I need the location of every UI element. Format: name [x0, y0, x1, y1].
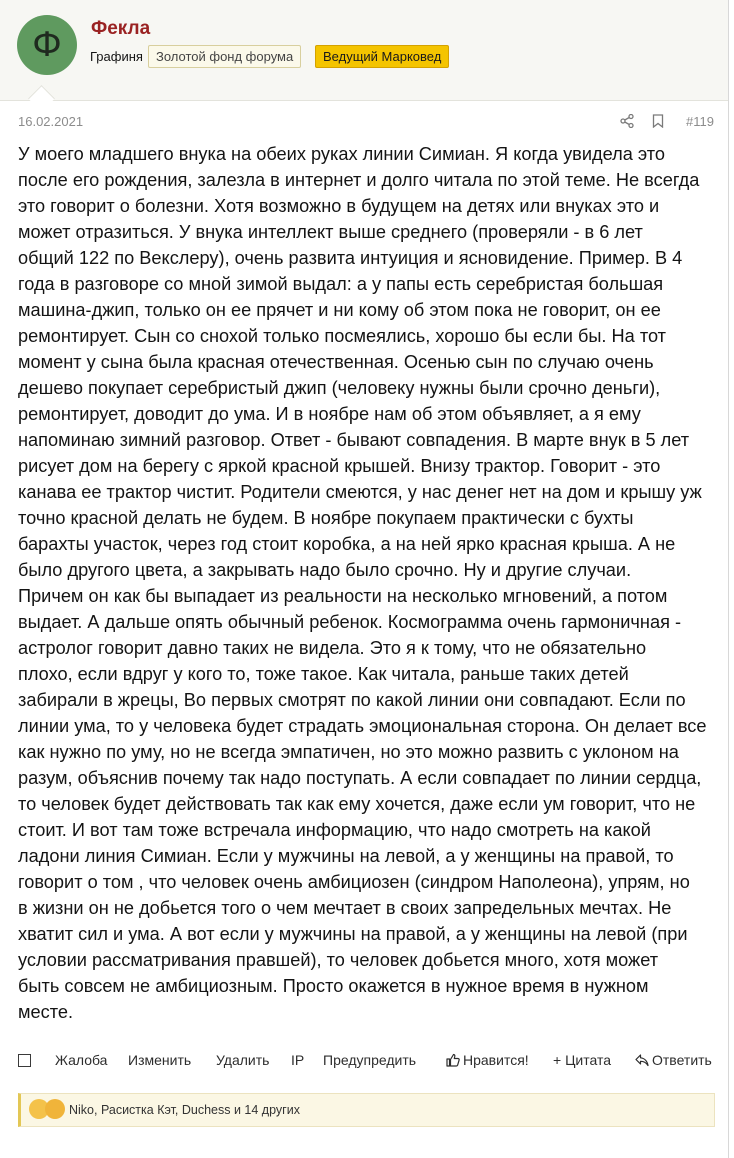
post-number-link[interactable]: #119	[686, 114, 714, 129]
post-text-line: это говорит о болезни. Хотя возможно в будущем на детях или внуках это и	[18, 196, 660, 216]
post-text-line: года в разговоре со мной зимой выдал: а у папы есть серебристая большая	[18, 274, 664, 294]
post-text-line: месте.	[18, 1002, 74, 1022]
post-text-line: может отразиться. У внука интеллект выше среднего (проверяли - в 6 лет	[18, 222, 643, 242]
delete-link[interactable]: Удалить	[216, 1052, 270, 1068]
reactions-bar[interactable]	[18, 1093, 715, 1127]
post-text-line: забирали в жрецы, Во первых смотрят по какой линии они совпадают. Если по	[18, 690, 686, 710]
post-text-line: ремонтирует. Сын со снохой только посмеялись, хорошо бы если бы. На тот	[18, 326, 667, 346]
ip-link[interactable]: IP	[291, 1052, 305, 1068]
user-banner-lead-markoved: Ведущий Марковед	[315, 45, 449, 68]
reply-link[interactable]	[635, 1052, 712, 1068]
post-text-line: быть совсем не амбициозным. Просто окажется в нужное время в нужном	[18, 976, 649, 996]
post-author-header	[0, 0, 728, 101]
reply-label: Ответить	[652, 1052, 712, 1068]
post-text-line: Причем он как бы выпадает из реальности на несколько мгновений, а потом	[18, 586, 668, 606]
avatar[interactable]: Ф	[17, 15, 77, 75]
post-text-line: линии ума, то у человека будет страдать эмоциональная сторона. Он делает все	[18, 716, 707, 736]
username-link[interactable]: Фекла	[91, 18, 151, 39]
post-text-line: астролог говорит давно таких не видела. Это я к тому, что не обязательно	[18, 638, 647, 658]
warn-link[interactable]: Предупредить	[323, 1052, 417, 1068]
report-link[interactable]: Жалоба	[55, 1052, 108, 1068]
post-text-line: напоминаю зимний разговор. Ответ - бывают совпадения. В марте внук в 5 лет	[18, 430, 690, 450]
post-text-line: выдает. А дальше опять обычный ребенок. Космограмма очень гармоничная -	[18, 612, 682, 632]
post-text-line: ремонтирует, доводит до ума. И в ноябре нам об этом объявляет, а я ему	[18, 404, 641, 424]
post-text-line: плохо, если вдруг у кого то, тоже такое. Как читала, раньше таких детей	[18, 664, 629, 684]
post-text-line: то человек будет действовать так как ему хочется, даже если ум говорит, что не	[18, 794, 696, 814]
like-button[interactable]	[446, 1052, 529, 1068]
post-text-line: разум, объяснив почему так надо поступать. А если совпадает по линии сердца,	[18, 768, 702, 788]
edit-link[interactable]: Изменить	[128, 1052, 192, 1068]
quote-link[interactable]: + Цитата	[553, 1052, 612, 1068]
post-text-line: машина-джип, только он ее прячет и ни кому об этом пока не говорит, он ее	[18, 300, 661, 320]
thumbs-up-icon	[446, 1053, 460, 1067]
user-title: Графиня	[90, 49, 143, 64]
post-text-line: барахты участок, через год стоит коробка, а на ней ярко красная крыша. А не	[18, 534, 676, 554]
reply-icon	[635, 1054, 649, 1067]
post-text-line: рисует дом на берегу с яркой красной крышей. Внизу трактор. Говорит - это	[18, 456, 661, 476]
post-text-line: в жизни он не добьется того о чем мечтает в своих запредельных мечтах. Не	[18, 898, 672, 918]
post-text-line: как нужно по уму, но не всегда эмпатичен, но это можно развить с уклоном на	[18, 742, 679, 762]
ok-hand-icon	[45, 1099, 65, 1119]
post-text-line: общий 122 по Векслеру), очень развита интуиция и ясновидение. Пример. В 4	[18, 248, 683, 268]
user-banner-gold-fund: Золотой фонд форума	[148, 45, 301, 68]
post-text-line: говорит о том , что человек очень амбициозен (синдром Наполеона), упрям, но	[18, 872, 690, 892]
select-post-checkbox[interactable]	[18, 1054, 31, 1067]
reaction-users-link[interactable]: Niko, Расистка Кэт, Duchess и 14 других	[69, 1103, 300, 1117]
post-text-line: момент у сына была красная отечественная. Осенью сын по случаю очень	[18, 352, 654, 372]
post-date-link[interactable]: 16.02.2021	[18, 114, 84, 129]
post-body	[18, 141, 716, 1025]
share-icon[interactable]	[620, 114, 634, 133]
post-actions-bar	[18, 1052, 718, 1072]
post-text-line: дешево покупает серебристый джип (человеку нужны были срочно деньги),	[18, 378, 661, 398]
post-text-line: ладони линия Симиан. Если у мужчины на левой, а у женщины на правой, то	[18, 846, 674, 866]
post-text-line: было другого цвета, а закрывать надо было срочно. Ну и другие случаи.	[18, 560, 632, 580]
post-text-line: стоит. И вот там тоже встречала информацию, что надо смотреть на какой	[18, 820, 651, 840]
post-text-line: после его рождения, залезла в интернет и долго читала по этой теме. Не всегда	[18, 170, 700, 190]
post-text-line: точно красной делать не будем. В ноябре покупаем практически с бухты	[18, 508, 634, 528]
post-text-line: условии рассматривания правшей), то человек добьется много, хотя может	[18, 950, 659, 970]
post-text-line: У моего младшего внука на обеих руках линии Симиан. Я когда увидела это	[18, 144, 666, 164]
bookmark-icon[interactable]	[652, 114, 664, 133]
post-text-line: канава ее трактор чистит. Родители смеются, у нас денег нет на дом и крышу уж	[18, 482, 702, 502]
post-text-line: хватит сил и ума. А вот если у мужчины на правой, а у женщины на левой (при	[18, 924, 688, 944]
like-label: Нравится!	[463, 1052, 529, 1068]
